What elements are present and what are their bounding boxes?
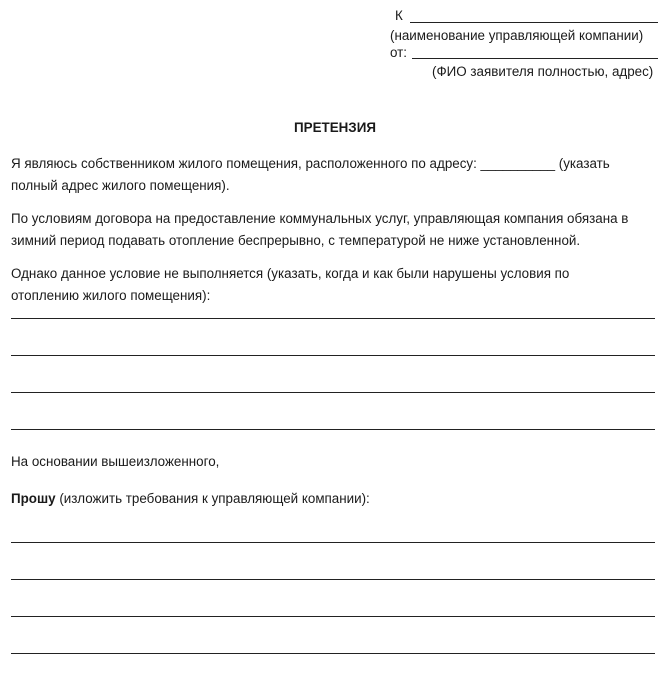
violation-line-1: Однако данное условие не выполняется (указать, когда и как были нарушены условия по: [11, 266, 570, 281]
violation-line-2: отоплению жилого помещения):: [11, 288, 211, 303]
addressee-blank-line: [410, 22, 658, 23]
request-fill-line: [11, 653, 655, 654]
request-keyword: Прошу: [11, 491, 56, 506]
contract-line-2: зимний период подавать отопление беспрерывно, с температурой не ниже установленной.: [11, 233, 581, 248]
violation-paragraph: [11, 263, 661, 307]
request-fill-line: [11, 579, 655, 580]
violation-fill-line: [11, 429, 655, 430]
owner-paragraph: [11, 153, 661, 197]
request-instruction: (изложить требования к управляющей компании):: [55, 491, 370, 506]
violation-fill-line: [11, 318, 655, 319]
document-title: ПРЕТЕНЗИЯ: [294, 120, 376, 135]
request-paragraph: [11, 488, 661, 510]
request-fill-line: [11, 616, 655, 617]
sender-blank-line: [412, 58, 658, 59]
request-fill-line: [11, 542, 655, 543]
applicant-caption: (ФИО заявителя полностью, адрес): [432, 64, 654, 79]
owner-line-1: Я являюсь собственником жилого помещения, расположенного по адресу: __________ (указать: [11, 156, 610, 171]
contract-paragraph: [11, 208, 661, 252]
owner-line-2: полный адрес жилого помещения).: [11, 178, 230, 193]
violation-fill-line: [11, 355, 655, 356]
contract-line-1: По условиям договора на предоставление коммунальных услуг, управляющая компания обязана в: [11, 211, 629, 226]
addressee-prefix: К: [395, 8, 403, 23]
company-caption: (наименование управляющей компании): [390, 28, 644, 43]
basis-paragraph: На основании вышеизложенного,: [11, 454, 220, 469]
sender-prefix: от:: [390, 45, 408, 60]
violation-fill-line: [11, 392, 655, 393]
